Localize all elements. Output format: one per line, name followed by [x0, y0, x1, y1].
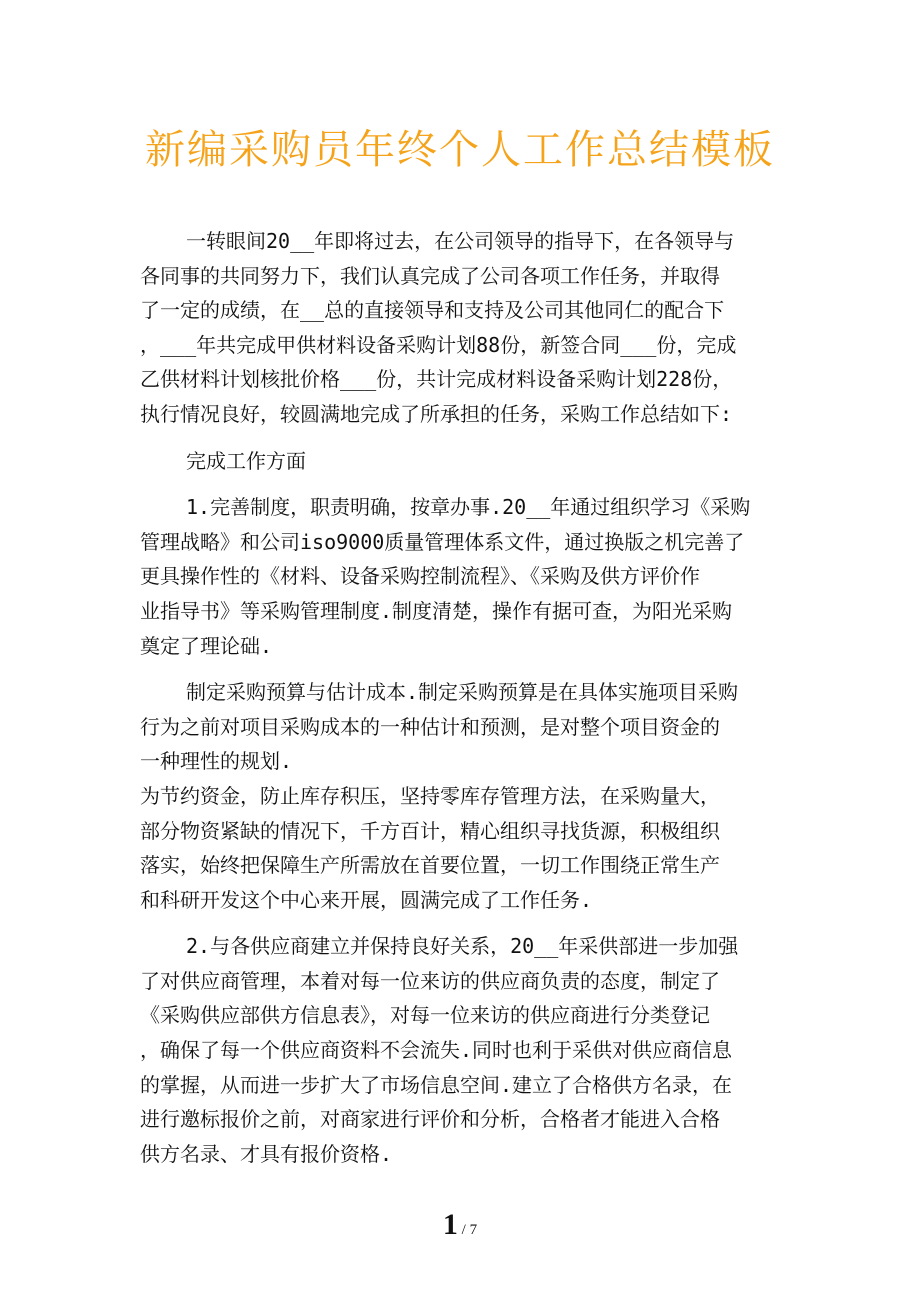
text-line: 管理战略》和公司iso9000质量管理体系文件，通过换版之机完善了	[140, 529, 745, 554]
page-footer	[0, 1208, 920, 1242]
text-line: 落实，始终把保障生产所需放在首要位置，一切工作围绕正常生产	[140, 853, 720, 878]
page-total: / 7	[457, 1222, 478, 1238]
text-line: 部分物资紧缺的情况下，千方百计，精心组织寻找货源，积极组织	[140, 818, 720, 843]
text-line: 完成工作方面	[186, 448, 306, 473]
text-line: 一转眼间20__年即将过去，在公司领导的指导下，在各领导与	[186, 229, 735, 253]
text-line: 更具操作性的《材料、设备采购控制流程》、《采购及供方评价作	[140, 564, 700, 589]
paragraph	[140, 444, 780, 479]
paragraph	[140, 224, 780, 432]
text-line: 乙供材料计划核批价格___份，共计完成材料设备采购计划228份，	[140, 367, 733, 392]
text-line: 为节约资金，防止库存积压，坚持零库存管理方法，在采购量大，	[140, 783, 720, 808]
text-line: 业指导书》等采购管理制度.制度清楚，操作有据可查，为阳光采购	[140, 598, 733, 623]
page-number: 1	[442, 1208, 458, 1241]
text-line: 1.完善制度，职责明确，按章办事.20__年通过组织学习《采购	[186, 495, 751, 520]
text-line: 了对供应商管理，本着对每一位来访的供应商负责的态度，制定了	[140, 968, 720, 993]
paragraph	[140, 490, 780, 663]
paragraph	[140, 675, 780, 917]
text-line: 和科研开发这个中心来开展，圆满完成了工作任务.	[140, 887, 593, 912]
text-line: 2.与各供应商建立并保持良好关系，20__年采供部进一步加强	[186, 934, 739, 959]
paragraph	[140, 929, 780, 1171]
text-line: ，确保了每一个供应商资料不会流失.同时也利于采供对供应商信息	[140, 1038, 733, 1063]
document-body	[140, 224, 780, 1171]
text-line: 《采购供应部供方信息表》，对每一位来访的供应商进行分类登记	[140, 1003, 710, 1028]
text-line: 了一定的成绩，在__总的直接领导和支持及公司其他同仁的配合下	[140, 298, 725, 323]
text-line: 行为之前对项目采购成本的一种估计和预测，是对整个项目资金的	[140, 714, 720, 739]
text-line: 各同事的共同努力下，我们认真完成了公司各项工作任务，并取得	[140, 263, 720, 288]
text-line: 执行情况良好，较圆满地完成了所承担的任务，采购工作总结如下:	[140, 401, 733, 426]
text-line: 进行邀标报价之前，对商家进行评价和分析，合格者才能进入合格	[140, 1107, 720, 1132]
text-line: 供方名录、才具有报价资格.	[140, 1141, 393, 1166]
text-line: ，___年共完成甲供材料设备采购计划88份，新签合同___份，完成	[140, 332, 737, 357]
text-line: 的掌握，从而进一步扩大了市场信息空间.建立了合格供方名录，在	[140, 1072, 733, 1097]
text-line: 制定采购预算与估计成本.制定采购预算是在具体实施项目采购	[186, 680, 739, 705]
text-line: 奠定了理论础.	[140, 633, 273, 658]
document-title: 新编采购员年终个人工作总结模板	[145, 127, 775, 173]
text-line: 一种理性的规划.	[140, 749, 293, 774]
